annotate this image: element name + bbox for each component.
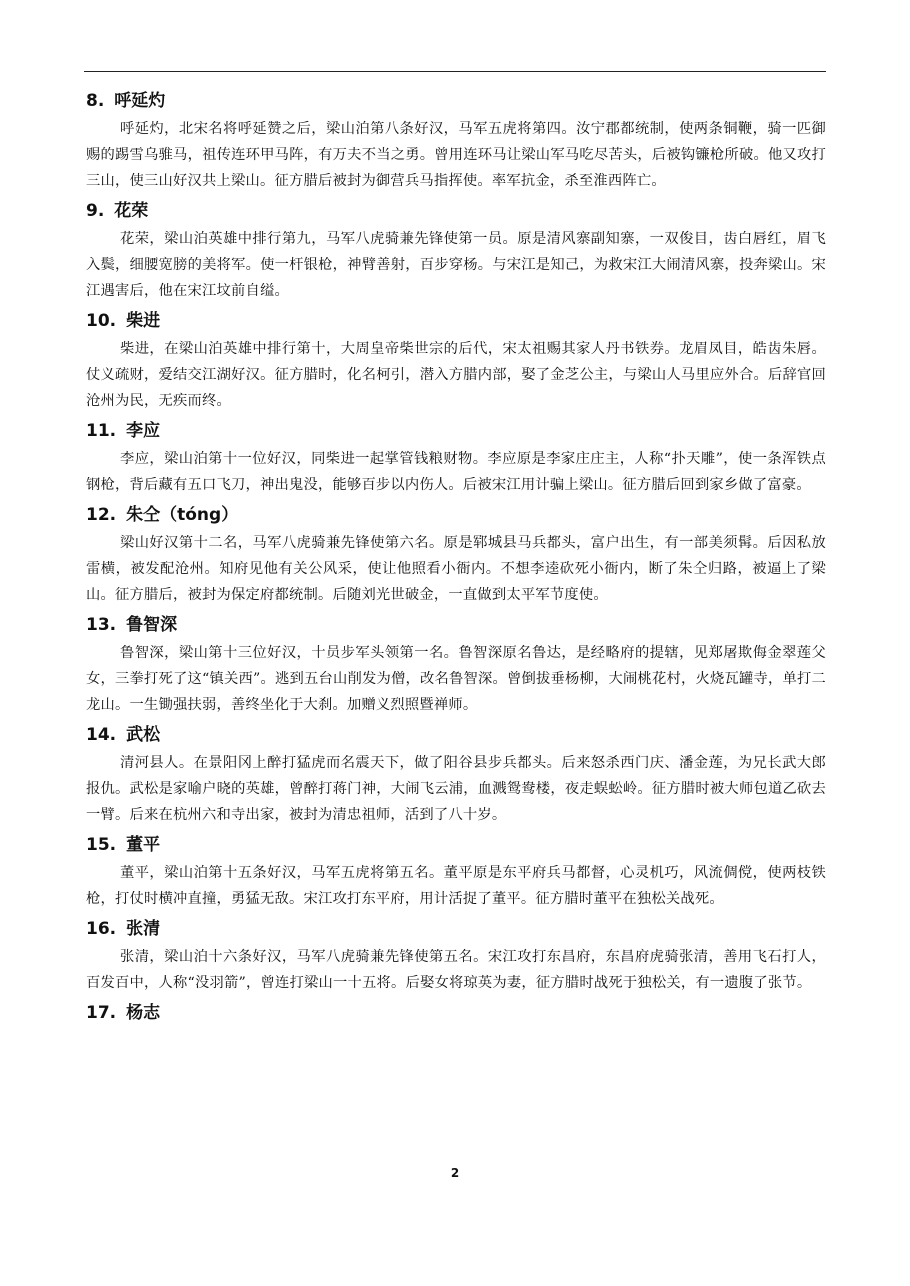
- page-number: 2: [450, 1166, 460, 1180]
- entry-text: 清河县人。在景阳冈上醉打猛虎而名震天下，做了阳谷县步兵都头。后来怒杀西门庆、潘金莲，为兄长武大郎报仇。武松是家喻户晓的英雄，曾醉打蒋门神，大闹飞云浦，血溅鸳鸯楼，夜走蜈蚣岭。征方腊时被大师包道乙砍去一臂。后来在杭州六和寺出家，被封为清忠祖师，活到了八十岁。: [86, 755, 826, 823]
- entry-number: 13.: [86, 615, 117, 635]
- entry-number: 8.: [86, 91, 105, 111]
- entry-heading: [86, 834, 826, 856]
- entry-heading: [86, 310, 826, 332]
- entry-heading: [86, 420, 826, 442]
- entry-number: 11.: [86, 421, 117, 441]
- entry-yang-zhi: [86, 1002, 826, 1024]
- entry-text: 花荣，梁山泊英雄中排行第九，马军八虎骑兼先锋使第一员。原是清风寨副知寨，一双俊目，齿白唇红，眉飞入鬓，细腰宽膀的美将军。使一杆银枪，神臂善射，百步穿杨。与宋江是知己，为救宋江大闹清风寨，投奔梁山。宋江遇害后，他在宋江坟前自缢。: [86, 231, 826, 299]
- entry-text: 董平，梁山泊第十五条好汉，马军五虎将第五名。董平原是东平府兵马都督，心灵机巧，风流倜傥，使两枝铁枪，打仗时横冲直撞，勇猛无敌。宋江攻打东平府，用计活捉了董平。征方腊时董平在独松关战死。: [86, 865, 826, 907]
- entry-text: 呼延灼，北宋名将呼延赞之后，梁山泊第八条好汉，马军五虎将第四。汝宁郡都统制，使两条铜鞭，骑一匹御赐的踢雪乌骓马，祖传连环甲马阵，有万夫不当之勇。曾用连环马让梁山军马吃尽苦头，后被钩镰枪所破。他又攻打三山，使三山好汉共上梁山。征方腊后被封为御营兵马指挥使。率军抗金，杀至淮西阵亡。: [86, 121, 826, 189]
- entry-text: 梁山好汉第十二名，马军八虎骑兼先锋使第六名。原是郓城县马兵都头，富户出生，有一部美须髯。后因私放雷横，被发配沧州。知府见他有关公风采，使让他照看小衙内。不想李逵砍死小衙内，断了朱仝归路，被逼上了梁山。征方腊后，被封为保定府都统制。后随刘光世破金，一直做到太平军节度使。: [86, 535, 826, 603]
- entry-zhu-tong: [86, 504, 826, 608]
- entry-lu-zhishen: [86, 614, 826, 718]
- entry-number: 9.: [86, 201, 105, 221]
- entry-name: 呼延灼: [114, 91, 166, 111]
- entry-heading: [86, 724, 826, 746]
- entry-heading: [86, 200, 826, 222]
- entry-number: 16.: [86, 919, 117, 939]
- entry-name: 董平: [126, 835, 161, 855]
- entry-heading: [86, 1002, 826, 1024]
- entry-name: 鲁智深: [126, 615, 178, 635]
- header-rule: [84, 71, 826, 72]
- entry-number: 15.: [86, 835, 117, 855]
- entry-text: 鲁智深，梁山第十三位好汉，十员步军头领第一名。鲁智深原名鲁达，是经略府的提辖，见郑屠欺侮金翠莲父女，三拳打死了这“镇关西”。逃到五台山削发为僧，改名鲁智深。曾倒拔垂杨柳，大闹桃花村，火烧瓦罐寺，单打二龙山。一生锄强扶弱，善终坐化于大刹。加赠义烈照暨禅师。: [86, 645, 826, 713]
- entry-name: 张清: [126, 919, 161, 939]
- entry-heading: [86, 504, 826, 526]
- entry-heading: [86, 90, 826, 112]
- entry-heading: [86, 614, 826, 636]
- entry-number: 14.: [86, 725, 117, 745]
- entry-chai-jin: [86, 310, 826, 414]
- entry-number: 17.: [86, 1003, 117, 1023]
- entry-heading: [86, 918, 826, 940]
- entry-name: 朱仝（tóng）: [126, 505, 239, 525]
- entry-list: [86, 90, 826, 1028]
- entry-name: 柴进: [126, 311, 161, 331]
- entry-dong-ping: [86, 834, 826, 912]
- entry-text: 张清，梁山泊十六条好汉，马军八虎骑兼先锋使第五名。宋江攻打东昌府，东昌府虎骑张清，善用飞石打人，百发百中，人称“没羽箭”，曾连打梁山一十五将。后娶女将琼英为妻，征方腊时战死于独松关，有一遗腹了张节。: [86, 949, 826, 991]
- entry-wu-song: [86, 724, 826, 828]
- entry-name: 李应: [126, 421, 161, 441]
- entry-name: 武松: [126, 725, 161, 745]
- entry-text: 李应，梁山泊第十一位好汉，同柴进一起掌管钱粮财物。李应原是李家庄庄主，人称“扑天雕”，使一条浑铁点钢枪，背后藏有五口飞刀，神出鬼没，能够百步以内伤人。后被宋江用计骗上梁山。征方腊后回到家乡做了富豪。: [86, 451, 826, 493]
- entry-hu-yanzhuo: [86, 90, 826, 194]
- entry-number: 12.: [86, 505, 117, 525]
- entry-number: 10.: [86, 311, 117, 331]
- entry-text: 柴进，在梁山泊英雄中排行第十，大周皇帝柴世宗的后代，宋太祖赐其家人丹书铁券。龙眉凤目，皓齿朱唇。仗义疏财，爱结交江湖好汉。征方腊时，化名柯引，潜入方腊内部，娶了金芝公主，与梁山人马里应外合。后辞官回沧州为民，无疾而终。: [86, 341, 826, 409]
- entry-hua-rong: [86, 200, 826, 304]
- entry-name: 杨志: [126, 1003, 161, 1023]
- entry-name: 花荣: [114, 201, 149, 221]
- entry-li-ying: [86, 420, 826, 498]
- entry-zhang-qing: [86, 918, 826, 996]
